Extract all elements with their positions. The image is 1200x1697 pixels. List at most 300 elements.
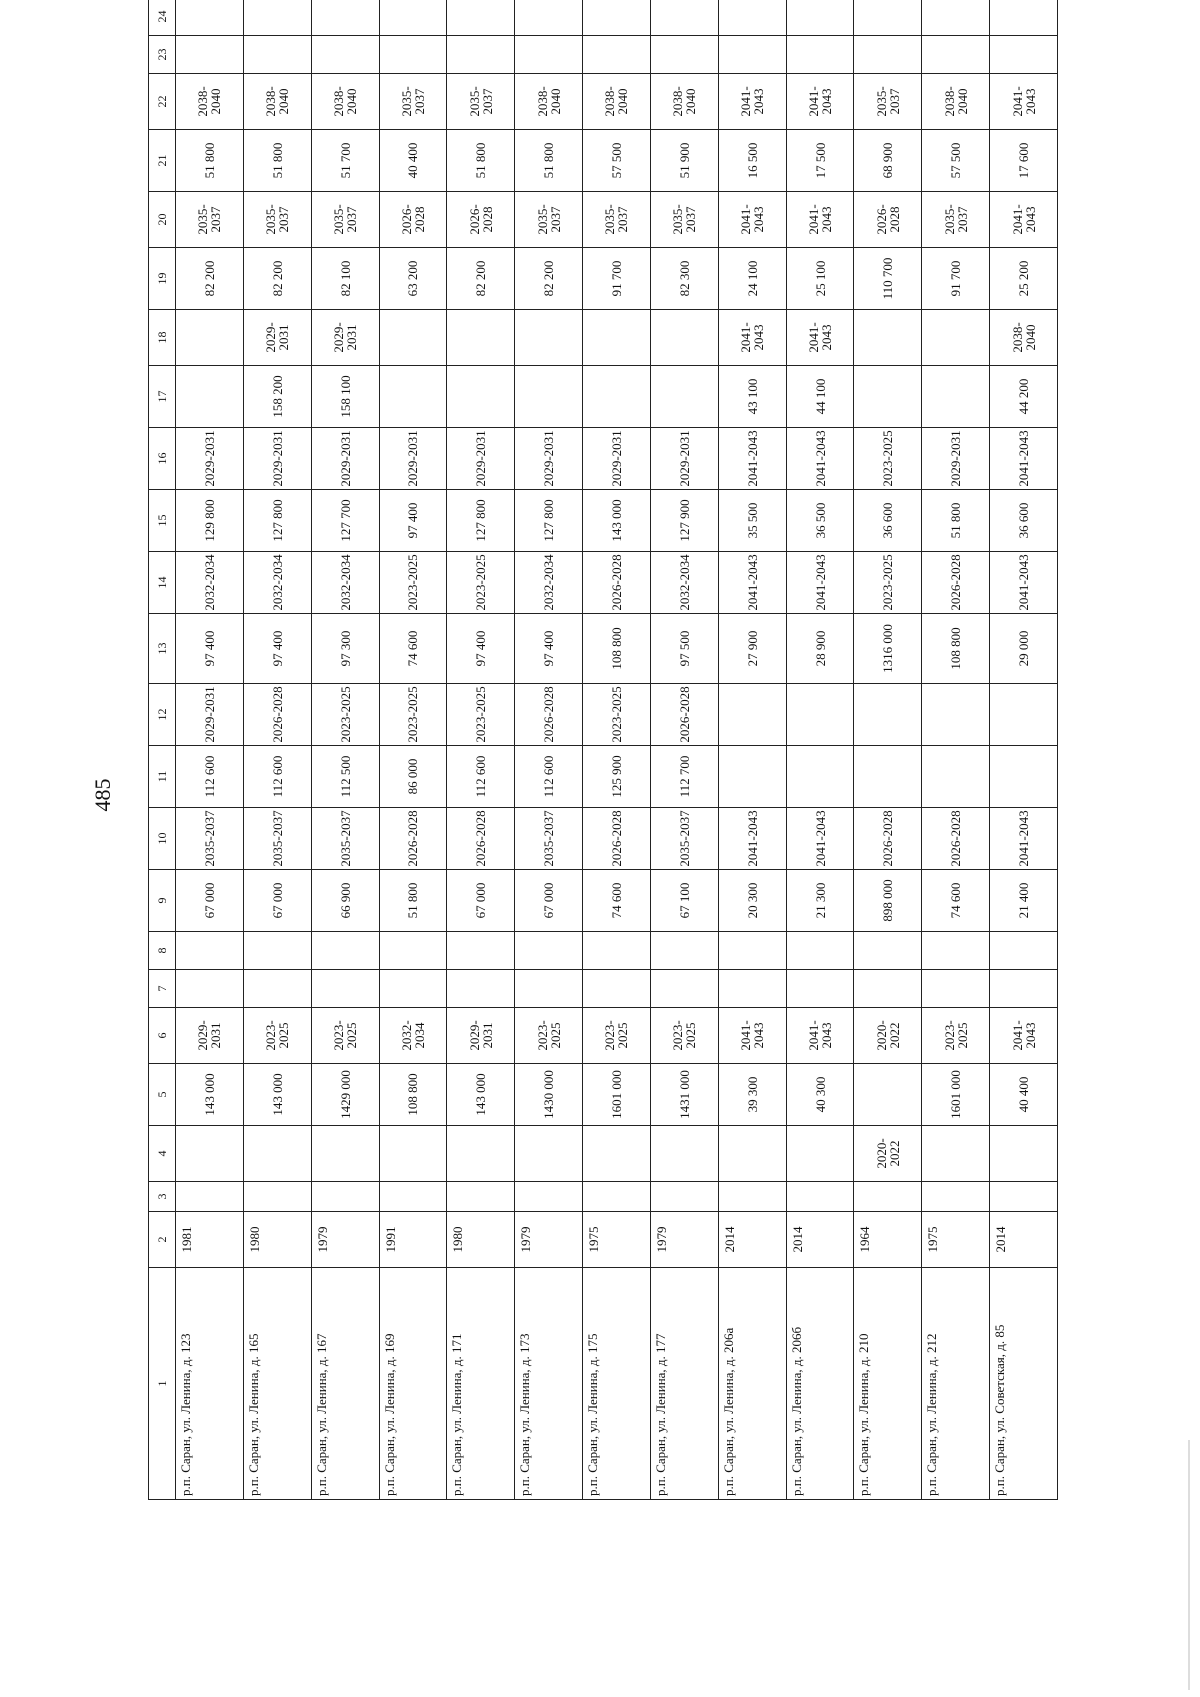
- table-cell: 2041-2043: [990, 552, 1058, 614]
- table-cell: [990, 746, 1058, 808]
- table-cell: 2023-2025: [583, 684, 651, 746]
- table-cell: [311, 970, 379, 1008]
- table-cell: [583, 0, 651, 36]
- table-cell: 2035-2037: [922, 192, 990, 248]
- table-cell: 51 800: [515, 130, 583, 192]
- table-cell: 2038-2040: [311, 74, 379, 130]
- column-header: 9: [149, 870, 176, 932]
- table-cell: 51 800: [922, 490, 990, 552]
- table-cell: 51 800: [379, 870, 447, 932]
- table-cell: 2026-2028: [447, 192, 515, 248]
- column-header: 15: [149, 490, 176, 552]
- table-cell: 2026-2028: [379, 808, 447, 870]
- table-cell: [515, 970, 583, 1008]
- table-cell: 2029-2031: [922, 428, 990, 490]
- table-cell: 127 800: [515, 490, 583, 552]
- table-cell: 2026-2028: [583, 552, 651, 614]
- table-cell: 2041-2043: [718, 1008, 786, 1064]
- table-cell: 2020-2022: [854, 1126, 922, 1182]
- table-cell: [718, 1182, 786, 1212]
- address-cell: р.п. Саран, ул. Ленина, д. 177: [650, 1268, 718, 1500]
- address-cell: р.п. Саран, ул. Ленина, д. 210: [854, 1268, 922, 1500]
- table-cell: 51 800: [447, 130, 515, 192]
- table-cell: 2041-2043: [990, 192, 1058, 248]
- table-cell: [650, 1182, 718, 1212]
- table-cell: [243, 932, 311, 970]
- rotated-table-wrapper: [148, 10, 1058, 1500]
- table-row: [379, 0, 447, 1500]
- table-cell: [854, 1182, 922, 1212]
- table-cell: 2029-2031: [176, 428, 244, 490]
- table-cell: 2041-2043: [718, 428, 786, 490]
- table-cell: [515, 1182, 583, 1212]
- table-cell: 2026-2028: [379, 192, 447, 248]
- table-cell: 82 200: [447, 248, 515, 310]
- table-cell: 2029-2031: [243, 428, 311, 490]
- table-cell: 1601 000: [922, 1064, 990, 1126]
- column-header: 1: [149, 1268, 176, 1500]
- table-cell: [447, 932, 515, 970]
- table-cell: [650, 970, 718, 1008]
- table-cell: 17 600: [990, 130, 1058, 192]
- table-cell: [379, 36, 447, 74]
- table-cell: 2041-2043: [786, 192, 854, 248]
- table-cell: 2023-2025: [583, 1008, 651, 1064]
- table-cell: 2041-2043: [718, 192, 786, 248]
- table-cell: 108 800: [379, 1064, 447, 1126]
- table-cell: 2032-2034: [379, 1008, 447, 1064]
- table-cell: 1975: [922, 1212, 990, 1268]
- table-cell: 28 900: [786, 614, 854, 684]
- table-cell: [854, 746, 922, 808]
- table-cell: 1601 000: [583, 1064, 651, 1126]
- table-row: [854, 0, 922, 1500]
- table-cell: [583, 1126, 651, 1182]
- table-cell: [854, 0, 922, 36]
- table-cell: [854, 970, 922, 1008]
- table-cell: [650, 932, 718, 970]
- table-cell: [515, 1126, 583, 1182]
- table-cell: 2026-2028: [922, 808, 990, 870]
- table-cell: 27 900: [718, 614, 786, 684]
- table-cell: 44 100: [786, 366, 854, 428]
- table-cell: 2014: [718, 1212, 786, 1268]
- table-cell: 74 600: [379, 614, 447, 684]
- table-cell: [922, 746, 990, 808]
- table-cell: 21 300: [786, 870, 854, 932]
- table-cell: [854, 366, 922, 428]
- table-cell: [786, 932, 854, 970]
- table-cell: [990, 970, 1058, 1008]
- table-cell: [650, 0, 718, 36]
- table-cell: 2026-2028: [854, 192, 922, 248]
- table-cell: [583, 310, 651, 366]
- table-cell: 112 500: [311, 746, 379, 808]
- table-cell: 2038-2040: [176, 74, 244, 130]
- table-cell: [718, 746, 786, 808]
- table-cell: 2029-2031: [379, 428, 447, 490]
- table-cell: 44 200: [990, 366, 1058, 428]
- table-cell: 1975: [583, 1212, 651, 1268]
- table-cell: 143 000: [583, 490, 651, 552]
- table-cell: [650, 366, 718, 428]
- column-header: 16: [149, 428, 176, 490]
- table-cell: 127 700: [311, 490, 379, 552]
- table-cell: 36 600: [990, 490, 1058, 552]
- table-cell: 2023-2025: [854, 552, 922, 614]
- table-cell: [718, 0, 786, 36]
- column-header: 13: [149, 614, 176, 684]
- table-cell: 2026-2028: [854, 808, 922, 870]
- table-cell: 2023-2025: [515, 1008, 583, 1064]
- table-cell: 91 700: [922, 248, 990, 310]
- table-cell: 67 100: [650, 870, 718, 932]
- table-cell: 74 600: [583, 870, 651, 932]
- table-row: [176, 0, 244, 1500]
- table-cell: 2023-2025: [243, 1008, 311, 1064]
- table-cell: [243, 1126, 311, 1182]
- column-header: 10: [149, 808, 176, 870]
- column-header: 24: [149, 0, 176, 36]
- table-cell: 125 900: [583, 746, 651, 808]
- table-cell: [718, 684, 786, 746]
- table-cell: 2035-2037: [243, 192, 311, 248]
- address-cell: р.п. Саран, ул. Ленина, д. 169: [379, 1268, 447, 1500]
- table-cell: [854, 684, 922, 746]
- column-header: 8: [149, 932, 176, 970]
- table-cell: 2029-2031: [243, 310, 311, 366]
- table-cell: 1991: [379, 1212, 447, 1268]
- table-row: [447, 0, 515, 1500]
- table-cell: 129 800: [176, 490, 244, 552]
- table-cell: 2041-2043: [786, 428, 854, 490]
- table-cell: 43 100: [718, 366, 786, 428]
- table-cell: [447, 1182, 515, 1212]
- table-cell: 2014: [990, 1212, 1058, 1268]
- table-cell: [854, 1064, 922, 1126]
- table-cell: 1431 000: [650, 1064, 718, 1126]
- table-cell: 2023-2025: [922, 1008, 990, 1064]
- table-cell: 2023-2025: [447, 684, 515, 746]
- table-cell: 112 700: [650, 746, 718, 808]
- table-cell: [922, 366, 990, 428]
- table-cell: 2023-2025: [379, 552, 447, 614]
- table-cell: 63 200: [379, 248, 447, 310]
- table-cell: [176, 1126, 244, 1182]
- table-cell: [718, 1126, 786, 1182]
- table-cell: [176, 310, 244, 366]
- table-cell: [243, 1182, 311, 1212]
- table-cell: 2026-2028: [650, 684, 718, 746]
- table-cell: 158 200: [243, 366, 311, 428]
- table-cell: 35 500: [718, 490, 786, 552]
- table-cell: 97 400: [447, 614, 515, 684]
- table-cell: 82 200: [243, 248, 311, 310]
- table-cell: [379, 1126, 447, 1182]
- table-cell: 20 300: [718, 870, 786, 932]
- table-cell: [311, 1126, 379, 1182]
- table-cell: 51 900: [650, 130, 718, 192]
- table-cell: 16 500: [718, 130, 786, 192]
- table-cell: [176, 0, 244, 36]
- table-cell: [447, 970, 515, 1008]
- table-cell: 2035-2037: [311, 192, 379, 248]
- table-cell: 2014: [786, 1212, 854, 1268]
- table-cell: [243, 0, 311, 36]
- table-cell: 2029-2031: [311, 310, 379, 366]
- table-row: [718, 0, 786, 1500]
- table-cell: [176, 366, 244, 428]
- table-cell: 2032-2034: [243, 552, 311, 614]
- table-cell: 2038-2040: [650, 74, 718, 130]
- table-cell: 1979: [311, 1212, 379, 1268]
- table-cell: [650, 36, 718, 74]
- table-cell: [379, 1182, 447, 1212]
- table-cell: [786, 684, 854, 746]
- column-header: 18: [149, 310, 176, 366]
- table-cell: [650, 310, 718, 366]
- table-cell: 2035-2037: [311, 808, 379, 870]
- table-cell: 2041-2043: [786, 808, 854, 870]
- table-cell: 67 000: [447, 870, 515, 932]
- table-cell: 2041-2043: [718, 74, 786, 130]
- table-cell: 39 300: [718, 1064, 786, 1126]
- address-cell: р.п. Саран, ул. Ленина, д. 175: [583, 1268, 651, 1500]
- table-cell: 2032-2034: [311, 552, 379, 614]
- table-cell: 2035-2037: [650, 808, 718, 870]
- table-cell: 112 600: [515, 746, 583, 808]
- table-cell: [379, 310, 447, 366]
- table-cell: [515, 36, 583, 74]
- table-cell: 21 400: [990, 870, 1058, 932]
- table-cell: 2023-2025: [311, 1008, 379, 1064]
- table-cell: 143 000: [176, 1064, 244, 1126]
- address-cell: р.п. Саран, ул. Ленина, д. 206а: [718, 1268, 786, 1500]
- table-cell: [379, 932, 447, 970]
- table-cell: [922, 0, 990, 36]
- table-cell: [990, 1126, 1058, 1182]
- table-cell: 158 100: [311, 366, 379, 428]
- table-cell: 2035-2037: [650, 192, 718, 248]
- table-row: [786, 0, 854, 1500]
- table-cell: [243, 970, 311, 1008]
- table-cell: 2023-2025: [650, 1008, 718, 1064]
- table-row: [515, 0, 583, 1500]
- column-header: 7: [149, 970, 176, 1008]
- column-header: 19: [149, 248, 176, 310]
- column-header: 22: [149, 74, 176, 130]
- table-cell: [379, 366, 447, 428]
- table-cell: [515, 310, 583, 366]
- table-cell: [990, 1182, 1058, 1212]
- table-cell: [515, 366, 583, 428]
- table-cell: [922, 1182, 990, 1212]
- table-cell: [786, 0, 854, 36]
- data-table: [148, 0, 1058, 1500]
- table-cell: 82 300: [650, 248, 718, 310]
- table-cell: 2026-2028: [447, 808, 515, 870]
- table-cell: 67 000: [176, 870, 244, 932]
- table-cell: 51 800: [176, 130, 244, 192]
- table-cell: 108 800: [922, 614, 990, 684]
- table-cell: [990, 36, 1058, 74]
- table-cell: 2038-2040: [990, 310, 1058, 366]
- table-cell: [583, 36, 651, 74]
- table-cell: [718, 970, 786, 1008]
- table-cell: 97 400: [176, 614, 244, 684]
- table-cell: [176, 970, 244, 1008]
- table-cell: 2035-2037: [243, 808, 311, 870]
- table-cell: 127 900: [650, 490, 718, 552]
- scan-edge-mark: [1188, 1440, 1190, 1690]
- table-cell: [515, 932, 583, 970]
- table-cell: [311, 36, 379, 74]
- table-cell: 40 400: [379, 130, 447, 192]
- table-cell: 91 700: [583, 248, 651, 310]
- table-cell: 2041-2043: [718, 808, 786, 870]
- table-cell: 2029-2031: [583, 428, 651, 490]
- header-row: [149, 0, 176, 1500]
- table-cell: [786, 1126, 854, 1182]
- address-cell: р.п. Саран, ул. Ленина, д. 206б: [786, 1268, 854, 1500]
- table-cell: [922, 310, 990, 366]
- page-number: 485: [90, 778, 115, 812]
- table-cell: 24 100: [718, 248, 786, 310]
- table-cell: 110 700: [854, 248, 922, 310]
- table-cell: [243, 36, 311, 74]
- table-cell: 898 000: [854, 870, 922, 932]
- table-cell: 97 400: [243, 614, 311, 684]
- table-cell: 82 200: [176, 248, 244, 310]
- table-cell: 2026-2028: [583, 808, 651, 870]
- column-header: 11: [149, 746, 176, 808]
- table-cell: 2038-2040: [922, 74, 990, 130]
- table-cell: 127 800: [243, 490, 311, 552]
- table-cell: 66 900: [311, 870, 379, 932]
- table-cell: 2023-2025: [379, 684, 447, 746]
- table-cell: 2029-2031: [311, 428, 379, 490]
- table-cell: 2041-2043: [718, 310, 786, 366]
- table-cell: 2041-2043: [786, 74, 854, 130]
- column-header: 6: [149, 1008, 176, 1064]
- table-cell: 2035-2037: [379, 74, 447, 130]
- table-row: [243, 0, 311, 1500]
- table-cell: 1981: [176, 1212, 244, 1268]
- column-header: 3: [149, 1182, 176, 1212]
- table-cell: 1429 000: [311, 1064, 379, 1126]
- table-cell: 82 100: [311, 248, 379, 310]
- table-cell: [311, 0, 379, 36]
- table-cell: [854, 36, 922, 74]
- table-cell: 2038-2040: [583, 74, 651, 130]
- table-cell: [922, 36, 990, 74]
- table-row: [583, 0, 651, 1500]
- table-cell: 97 300: [311, 614, 379, 684]
- column-header: 5: [149, 1064, 176, 1126]
- table-cell: [854, 932, 922, 970]
- table-cell: 36 600: [854, 490, 922, 552]
- table-cell: 2029-2031: [447, 428, 515, 490]
- table-cell: 51 800: [243, 130, 311, 192]
- table-cell: [922, 970, 990, 1008]
- table-cell: 97 400: [515, 614, 583, 684]
- table-cell: 82 200: [515, 248, 583, 310]
- table-cell: 127 800: [447, 490, 515, 552]
- table-cell: 2032-2034: [176, 552, 244, 614]
- table-cell: [990, 684, 1058, 746]
- table-cell: 2041-2043: [990, 1008, 1058, 1064]
- table-row: [650, 0, 718, 1500]
- table-cell: [176, 932, 244, 970]
- table-cell: 2026-2028: [515, 684, 583, 746]
- table-cell: 2035-2037: [854, 74, 922, 130]
- table-cell: 25 100: [786, 248, 854, 310]
- table-cell: 2029-2031: [650, 428, 718, 490]
- table-cell: [990, 932, 1058, 970]
- table-cell: [650, 1126, 718, 1182]
- table-cell: 2032-2034: [650, 552, 718, 614]
- table-cell: 57 500: [922, 130, 990, 192]
- table-cell: [990, 0, 1058, 36]
- table-cell: 51 700: [311, 130, 379, 192]
- table-cell: [379, 0, 447, 36]
- table-cell: 2029-2031: [176, 1008, 244, 1064]
- address-cell: р.п. Саран, ул. Советская, д. 85: [990, 1268, 1058, 1500]
- table-cell: [447, 310, 515, 366]
- table-cell: [515, 0, 583, 36]
- table-cell: [786, 970, 854, 1008]
- table-cell: [583, 932, 651, 970]
- table-cell: [583, 366, 651, 428]
- table-cell: 97 400: [379, 490, 447, 552]
- table-cell: 2041-2043: [990, 74, 1058, 130]
- table-cell: 2035-2037: [583, 192, 651, 248]
- table-cell: 2029-2031: [515, 428, 583, 490]
- table-cell: 2041-2043: [990, 428, 1058, 490]
- table-cell: 57 500: [583, 130, 651, 192]
- address-cell: р.п. Саран, ул. Ленина, д. 171: [447, 1268, 515, 1500]
- table-cell: [583, 1182, 651, 1212]
- table-cell: 25 200: [990, 248, 1058, 310]
- table-cell: 67 000: [243, 870, 311, 932]
- table-cell: [922, 684, 990, 746]
- table-cell: 2026-2028: [243, 684, 311, 746]
- table-row: [311, 0, 379, 1500]
- table-cell: [786, 36, 854, 74]
- table-cell: [718, 932, 786, 970]
- table-cell: 2035-2037: [515, 808, 583, 870]
- table-cell: [311, 932, 379, 970]
- table-cell: [176, 1182, 244, 1212]
- address-cell: р.п. Саран, ул. Ленина, д. 212: [922, 1268, 990, 1500]
- column-header: 20: [149, 192, 176, 248]
- table-cell: 36 500: [786, 490, 854, 552]
- table-cell: 112 600: [176, 746, 244, 808]
- table-cell: 40 300: [786, 1064, 854, 1126]
- table-cell: [854, 310, 922, 366]
- table-cell: [786, 746, 854, 808]
- table-cell: [447, 366, 515, 428]
- table-cell: 2041-2043: [786, 1008, 854, 1064]
- table-cell: 67 000: [515, 870, 583, 932]
- table-cell: 86 000: [379, 746, 447, 808]
- table-cell: [583, 970, 651, 1008]
- table-cell: 2023-2025: [854, 428, 922, 490]
- table-cell: 2035-2037: [176, 192, 244, 248]
- table-cell: 2023-2025: [447, 552, 515, 614]
- column-header: 14: [149, 552, 176, 614]
- table-cell: 40 400: [990, 1064, 1058, 1126]
